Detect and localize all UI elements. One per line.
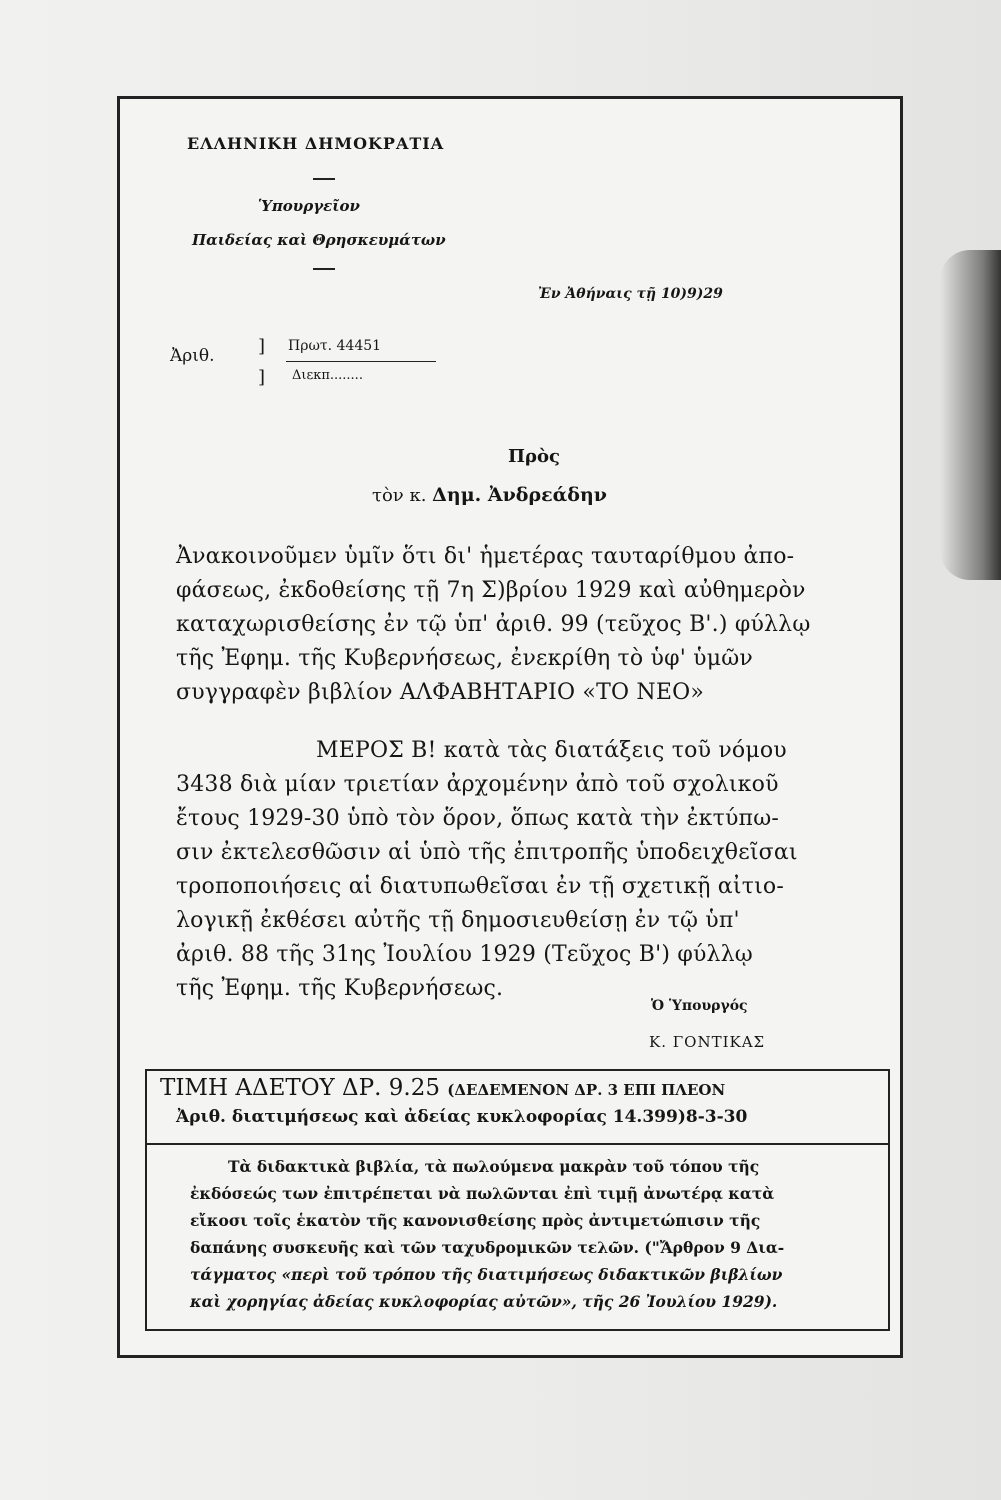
page-edge-stain — [940, 250, 1001, 580]
body-line: καταχωρισθείσης ἐν τῷ ὑπ' ἀριθ. 99 (τεῦχος Β'.) φύλλῳ — [176, 612, 811, 637]
notice-line: τάγματος «περὶ τοῦ τρόπου τῆς διατιμήσεως διδακτικῶν βιβλίων — [190, 1265, 783, 1284]
body-line: ἀριθ. 88 τῆς 31ης Ἰουλίου 1929 (Τεῦχος Β') φύλλῳ — [176, 942, 753, 967]
addressee-name: Δημ. Ἀνδρεάδην — [432, 484, 607, 506]
divider — [313, 178, 335, 180]
price-line — [160, 1075, 725, 1101]
addressee-line — [372, 484, 607, 506]
protocol-number: Πρωτ. 44451 — [288, 338, 382, 354]
republic-heading: ΕΛΛΗΝΙΚΗ ΔΗΜΟΚΡΑΤΙΑ — [187, 134, 445, 153]
body-line: σιν ἐκτελεσθῶσιν αἱ ὑπὸ τῆς ἐπιτροπῆς ὑποδειχθεῖσαι — [176, 840, 798, 865]
body-line: τῆς Ἐφημ. τῆς Κυβερνήσεως. — [176, 976, 504, 1001]
notice-line: ἐκδόσεώς των ἐπιτρέπεται νὰ πωλῶνται ἐπὶ τιμῇ ἀνωτέρᾳ κατὰ — [190, 1184, 775, 1203]
reference-label: Ἀριθ. — [170, 346, 215, 366]
body-line: 3438 διὰ μίαν τριετίαν ἀρχομένην ἀπὸ τοῦ σχολικοῦ — [176, 772, 779, 797]
body-line: Ἀνακοινοῦμεν ὑμῖν ὅτι δι' ἡμετέρας ταυταρίθμου ἀπο- — [176, 544, 795, 569]
ministry-line-2: Παιδείας καὶ Θρησκευμάτων — [192, 231, 446, 249]
body-line: συγγραφὲν βιβλίον ΑΛΦΑΒΗΤΑΡΙΟ «ΤΟ ΝΕΟ» — [176, 680, 705, 705]
addressee-prefix: τὸν κ. — [372, 485, 427, 506]
signatory-title: Ὁ Ὑπουργός — [651, 998, 748, 1014]
notice-line: Τὰ διδακτικὰ βιβλία, τὰ πωλούμενα μακρὰν τοῦ τόπου τῆς — [228, 1157, 760, 1176]
price-label: ΤΙΜΗ ΑΔΕΤΟΥ ΔΡ. — [160, 1075, 382, 1101]
dispatch-number: Διεκπ........ — [292, 368, 363, 383]
body-line: τροποποιήσεις αἱ διατυπωθεῖσαι ἐν τῇ σχετικῇ αἰτιο- — [176, 874, 784, 899]
bracket-glyph: ] — [258, 367, 266, 388]
addressee-to: Πρὸς — [508, 446, 560, 467]
price-amount: 9.25 — [388, 1075, 440, 1101]
signatory-name: Κ. ΓΟΝΤΙΚΑΣ — [649, 1033, 766, 1051]
letter-date: Ἐν Ἀθήναις τῇ 10)9)29 — [538, 286, 723, 302]
body-line: τῆς Ἐφημ. τῆς Κυβερνήσεως, ἐνεκρίθη τὸ ὑφ' ὑμῶν — [176, 646, 753, 671]
notice-line: δαπάνης συσκευῆς καὶ τῶν ταχυδρομικῶν τελῶν. ("Ἄρθρον 9 Δια- — [190, 1238, 785, 1257]
body-line: ἔτους 1929-30 ὑπὸ τὸν ὅρον, ὅπως κατὰ τὴν ἐκτύπω- — [176, 806, 779, 831]
ministry-line-1: Ὑπουργεῖον — [258, 197, 360, 215]
license-line: Ἀριθ. διατιμήσεως καὶ ἀδείας κυκλοφορίας 14.399)8-3-30 — [176, 1107, 748, 1127]
notice-line: εἴκοσι τοῖς ἑκατὸν τῆς κανονισθείσης πρὸς ἀντιμετώπισιν τῆς — [190, 1211, 761, 1230]
body-line: ΜΕΡΟΣ Β! κατὰ τὰς διατάξεις τοῦ νόμου — [316, 738, 787, 763]
price-bound-note: (ΔΕΔΕΜΕΝΟΝ ΔΡ. 3 ΕΠΙ ΠΛΕΟΝ — [447, 1081, 726, 1099]
body-line: λογικῇ ἐκθέσει αὐτῆς τῇ δημοσιευθείσῃ ἐν τῷ ὑπ' — [176, 908, 740, 933]
protocol-underline — [286, 361, 436, 362]
body-line: φάσεως, ἐκδοθείσης τῇ 7η Σ)βρίου 1929 καὶ αὐθημερὸν — [176, 578, 806, 603]
divider — [313, 268, 335, 270]
notice-line: καὶ χορηγίας ἀδείας κυκλοφορίας αὐτῶν», τῆς 26 Ἰουλίου 1929). — [190, 1292, 778, 1311]
bracket-glyph: ] — [258, 336, 266, 357]
